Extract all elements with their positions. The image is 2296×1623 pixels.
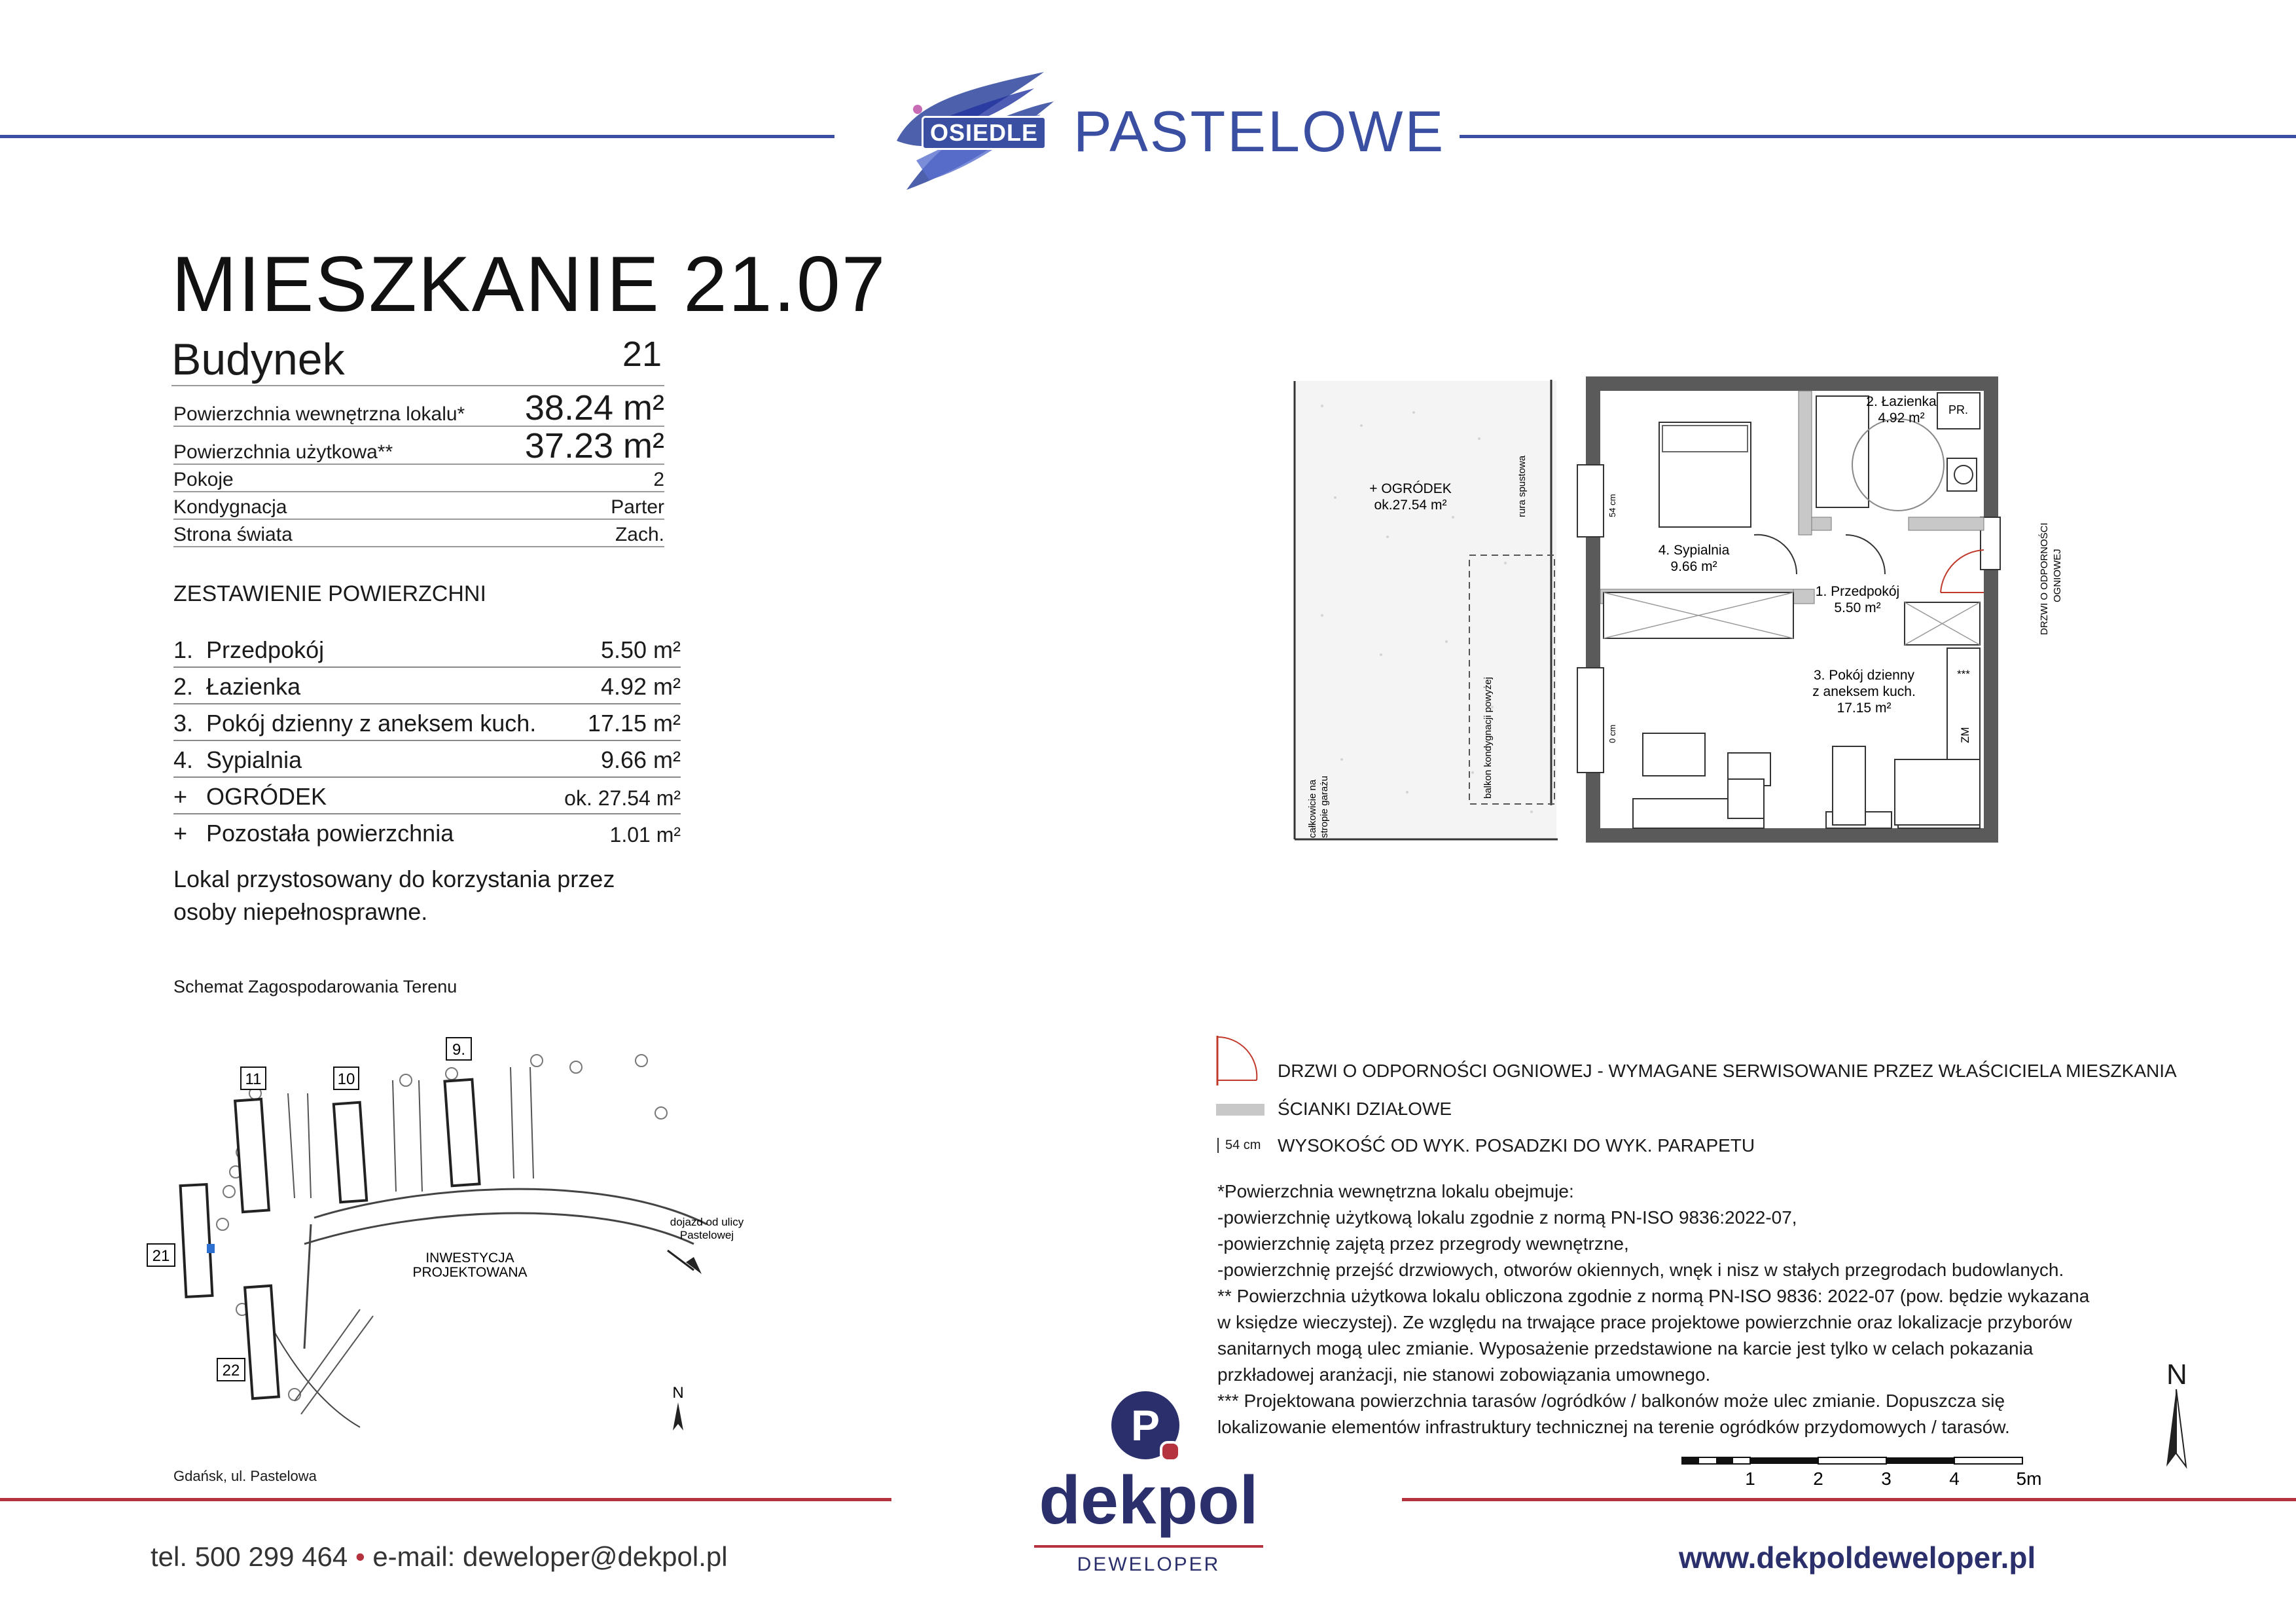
legend-fire-door: DRZWI O ODPORNOŚCI OGNIOWEJ - WYMAGANE SERWISOWANIE PRZEZ WŁAŚCICIELA MIESZKANIA <box>1278 1061 2177 1081</box>
detail-label: Pokoje <box>173 469 234 490</box>
legend-partition-walls: ŚCIANKI DZIAŁOWE <box>1278 1099 1452 1119</box>
garage-label: całkowicie na <box>1307 779 1318 838</box>
garden-label: + OGRÓDEK <box>1369 481 1452 496</box>
area-value: ok. 27.54 m² <box>564 786 681 810</box>
detail-value: 37.23 m² <box>524 426 664 465</box>
accessibility-note: Lokal przystosowany do korzystania przez osoby niepełnosprawne. <box>173 866 615 925</box>
brand-sub: DEWELOPER <box>1077 1554 1221 1575</box>
north-arrow-icon <box>2153 1388 2193 1476</box>
bathroom-area: 4.92 m² <box>1878 410 1925 426</box>
note-line: -powierzchnię zajętą przez przegrody wewnętrzne, <box>1217 1233 1629 1254</box>
north-label: N <box>2166 1359 2187 1391</box>
note-line: przkładowej aranżacji, nie stanowi zobowiązania umownego. <box>1217 1364 1711 1385</box>
building-label-10: 10 <box>337 1070 355 1088</box>
detail-row <box>173 426 664 465</box>
dekpol-logo <box>1034 1385 1263 1581</box>
site-plan <box>144 1008 772 1460</box>
area-row <box>173 636 681 668</box>
logo-name: PASTELOWE <box>1073 99 1446 164</box>
area-value: 9.66 m² <box>600 746 681 773</box>
areas-heading: ZESTAWIENIE POWIERZCHNI <box>173 581 486 606</box>
partition-wall-icon <box>1216 1104 1265 1116</box>
detail-value: Zach. <box>615 524 664 545</box>
area-name: Łazienka <box>206 673 301 700</box>
fire-door-label: DRZWI O ODPORNOŚCI <box>2039 522 2050 635</box>
footer-rule-left <box>0 1498 891 1501</box>
phone-link[interactable]: tel. 500 299 464 <box>151 1541 348 1572</box>
sill-height-label: 54 cm <box>1607 494 1617 517</box>
area-name: Pozostała powierzchnia <box>206 820 454 847</box>
bedroom-label: 4. Sypialnia <box>1658 543 1730 558</box>
detail-value: Parter <box>611 496 664 518</box>
area-value: 1.01 m² <box>609 823 681 847</box>
garage-label: stropie garażu <box>1319 775 1330 838</box>
brand-name: dekpol <box>1039 1463 1259 1539</box>
area-name: OGRÓDEK <box>206 783 327 810</box>
note-line: w księdze wieczystej). Ze względu na trwające prace projektowe powierzchnie oraz lokalizacje przyborów <box>1217 1312 2072 1332</box>
footer-rule-right <box>1402 1498 2296 1501</box>
brand-rule <box>1034 1545 1263 1548</box>
website-link[interactable]: www.dekpoldeweloper.pl <box>1679 1541 2036 1575</box>
scale-bar <box>1676 1455 2042 1494</box>
note-line: -powierzchnię użytkową lokalu zgodnie z normą PN-ISO 9836:2022-07, <box>1217 1207 1797 1228</box>
area-num: 4. <box>173 746 194 773</box>
note-line: sanitarnych mogą ulec zmianie. Wyposażenie przedstawione na karcie jest tylko w celach pokazania <box>1217 1338 2034 1359</box>
area-row <box>173 673 681 704</box>
area-row <box>173 820 681 850</box>
utility-label: ZM <box>1959 727 1971 743</box>
detail-row <box>173 388 664 427</box>
area-num: + <box>173 820 188 847</box>
hall-area: 5.50 m² <box>1834 600 1881 615</box>
dekpol-mark-icon: P <box>1111 1391 1179 1459</box>
dekpol-mark-dot <box>1160 1441 1181 1462</box>
page-title: MIESZKANIE 21.07 <box>171 240 887 328</box>
area-num: 1. <box>173 636 194 663</box>
detail-label: Powierzchnia wewnętrzna lokalu* <box>173 403 465 425</box>
detail-label: Kondygnacja <box>173 496 287 518</box>
sill-height-icon: 54 cm <box>1217 1138 1261 1153</box>
notes-block <box>1217 1178 2173 1440</box>
note-line: *** Projektowana powierzchnia tarasów /ogródków / balkonów może ulec zmianie. Dopuszcza się <box>1217 1391 2005 1411</box>
detail-row <box>173 519 664 547</box>
building-value: 21 <box>622 335 662 374</box>
area-name: Przedpokój <box>206 636 325 663</box>
investment-label: INWESTYCJA <box>425 1250 514 1266</box>
area-value: 4.92 m² <box>600 673 681 700</box>
area-row <box>173 746 681 778</box>
building-label-21: 21 <box>152 1247 170 1265</box>
note-line: *Powierzchnia wewnętrzna lokalu obejmuje: <box>1217 1181 1574 1201</box>
floor-plan <box>1283 367 2108 871</box>
note-line: -powierzchnię przejść drzwiowych, otworów okiennych, wnęk i nisz w stałych przegrodach budowlanych. <box>1217 1260 2064 1280</box>
scale-tick: 5m <box>2016 1468 2042 1489</box>
area-name: Pokój dzienny z aneksem kuch. <box>206 710 537 737</box>
note-line: lokalizowanie elementów infrastruktury technicznej na terenie ogródków przydomowych / tarasów. <box>1217 1417 2010 1437</box>
osiedle-logo <box>877 62 1067 200</box>
building-label-9: 9. <box>452 1041 466 1059</box>
area-num: 3. <box>173 710 194 737</box>
area-name: Sypialnia <box>206 746 302 773</box>
garden-area: ok.27.54 m² <box>1374 498 1447 513</box>
bathroom-label: 2. Łazienka <box>1866 394 1937 409</box>
detail-label: Strona świata <box>173 524 293 545</box>
fire-door-icon <box>1216 1034 1262 1087</box>
balcony-label: balkon kondygnacji powyżej <box>1482 677 1494 799</box>
sill-height-label: 0 cm <box>1607 724 1617 743</box>
area-value: 17.15 m² <box>587 710 681 737</box>
living-label: 3. Pokój dzienny <box>1813 668 1915 683</box>
scale-tick: 1 <box>1745 1468 1755 1489</box>
bedroom-area: 9.66 m² <box>1670 559 1717 574</box>
living-label: z aneksem kuch. <box>1812 684 1916 699</box>
pipe-label: rura spustowa <box>1516 455 1528 517</box>
location-label: Gdańsk, ul. Pastelowa <box>173 1468 317 1484</box>
detail-label: Powierzchnia użytkowa** <box>173 441 393 463</box>
detail-value: 2 <box>653 469 664 490</box>
hall-label: 1. Przedpokój <box>1815 584 1900 599</box>
detail-row <box>173 464 664 492</box>
area-row <box>173 710 681 741</box>
utility-label: *** <box>1957 668 1970 680</box>
area-num: 2. <box>173 673 194 700</box>
detail-value: 38.24 m² <box>524 388 664 428</box>
fire-door-label: OGNIOWEJ <box>2052 549 2063 602</box>
email-link[interactable]: e-mail: deweloper@dekpol.pl <box>372 1541 728 1572</box>
scale-tick: 4 <box>1949 1468 1960 1489</box>
detail-row <box>173 491 664 520</box>
area-value: 5.50 m² <box>600 636 681 663</box>
access-label: dojazd od ulicy <box>670 1216 744 1228</box>
site-plan-heading: Schemat Zagospodarowania Terenu <box>173 977 457 996</box>
bullet: • <box>355 1541 365 1572</box>
investment-label: PROJEKTOWANA <box>412 1265 528 1280</box>
living-area: 17.15 m² <box>1837 701 1892 716</box>
laundry-label: PR. <box>1948 403 1969 416</box>
north-arrow-icon <box>673 1402 683 1431</box>
access-label: Pastelowej <box>679 1229 734 1241</box>
area-row <box>173 783 681 814</box>
scale-tick: 2 <box>1813 1468 1823 1489</box>
building-label-11: 11 <box>245 1070 262 1088</box>
header-rule-right <box>1460 135 2296 138</box>
osiedle-badge: OSIEDLE <box>922 116 1047 150</box>
site-north-label: N <box>672 1384 684 1402</box>
header-rule-left <box>0 135 834 138</box>
building-row <box>171 334 664 386</box>
scale-tick: 3 <box>1881 1468 1892 1489</box>
area-num: + <box>173 783 188 810</box>
note-line: ** Powierzchnia użytkowa lokalu obliczona zgodnie z normą PN-ISO 9836: 2022-07 (pow. będzie wykazana <box>1217 1286 2090 1306</box>
legend-sill-height: WYSOKOŚĆ OD WYK. POSADZKI DO WYK. PARAPETU <box>1278 1135 1755 1156</box>
contact-line <box>151 1541 728 1573</box>
building-label-22: 22 <box>222 1362 240 1379</box>
building-label: Budynek <box>171 335 345 384</box>
